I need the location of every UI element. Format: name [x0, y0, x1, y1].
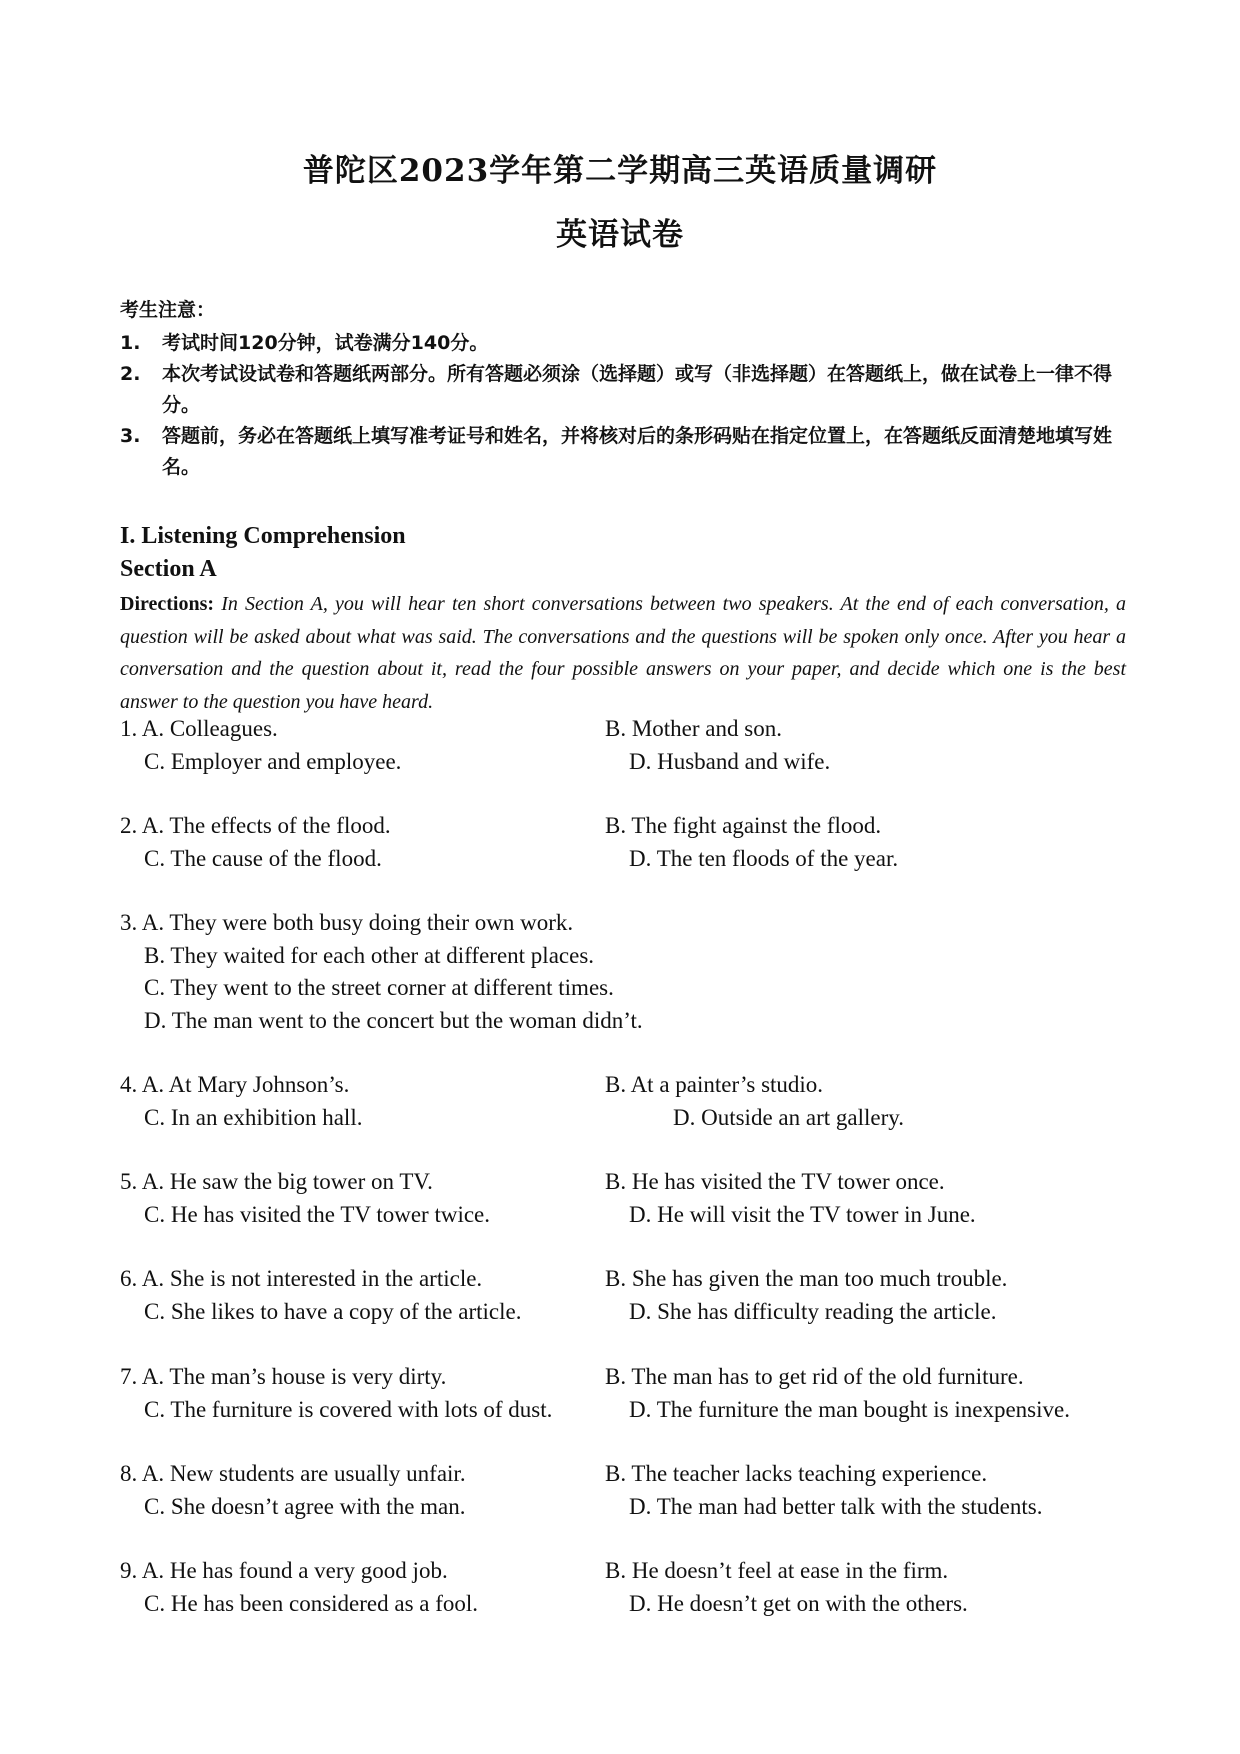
option-c: C. The cause of the flood.: [144, 845, 382, 871]
question-1: [120, 713, 1130, 778]
question-7: [120, 1361, 1130, 1426]
option-b: B. Mother and son.: [605, 716, 782, 741]
option-c: C. The furniture is covered with lots of dust.: [144, 1396, 553, 1422]
option-a: 9. A. He has found a very good job.: [120, 1558, 448, 1583]
notice-item: [120, 328, 1130, 359]
option-c: C. They went to the street corner at different times.: [144, 975, 614, 1000]
exam-subtitle: 英语试卷: [556, 217, 684, 253]
question-3: [120, 907, 1130, 1037]
candidate-notice: [120, 295, 1130, 483]
notice-item-number: 3.: [120, 425, 141, 447]
notice-item-number: 2.: [120, 363, 141, 385]
notice-item-text: 本次考试设试卷和答题纸两部分。所有答题必须涂（选择题）或写（非选择题）在答题纸上，做在试卷上一律不得分。: [162, 363, 1113, 416]
option-b: B. At a painter’s studio.: [605, 1072, 824, 1097]
option-c: C. She doesn’t agree with the man.: [144, 1493, 466, 1519]
option-c: C. She likes to have a copy of the article.: [144, 1298, 522, 1324]
question-5: [120, 1166, 1130, 1231]
directions-text: In Section A, you will hear ten short conversations between two speakers. At the end of each conversation, a question will be asked about what was said. The conversations and the questions will be spoken only once. After you hear a conversation and the question about it, read the four possible answers on your paper, and decide which one is the best answer to the question you have heard.: [120, 593, 1127, 713]
notice-item-text: 考试时间120分钟，试卷满分140分。: [162, 332, 489, 354]
option-d: D. The man had better talk with the students.: [629, 1493, 1043, 1519]
option-d: D. The ten floods of the year.: [629, 845, 899, 871]
option-d: D. Husband and wife.: [629, 748, 831, 774]
option-a: 3. A. They were both busy doing their own work.: [120, 910, 574, 935]
exam-title: 普陀区2023学年第二学期高三英语质量调研: [302, 153, 938, 189]
option-b: B. The man has to get rid of the old furniture.: [605, 1364, 1024, 1389]
option-c: C. He has been considered as a fool.: [144, 1590, 479, 1616]
option-b: B. He has visited the TV tower once.: [605, 1169, 945, 1194]
option-a: 1. A. Colleagues.: [120, 716, 278, 741]
option-a: 2. A. The effects of the flood.: [120, 813, 391, 838]
option-d: D. The furniture the man bought is inexpensive.: [629, 1396, 1070, 1422]
notice-item: [120, 359, 1130, 421]
option-c: C. Employer and employee.: [144, 748, 402, 774]
option-b: B. He doesn’t feel at ease in the firm.: [605, 1558, 949, 1583]
option-b: B. The teacher lacks teaching experience.: [605, 1461, 988, 1486]
notice-item-text: 答题前，务必在答题纸上填写准考证号和姓名，并将核对后的条形码贴在指定位置上，在答题纸反面清楚地填写姓名。: [162, 425, 1113, 478]
option-b: B. She has given the man too much trouble.: [605, 1266, 1008, 1291]
option-d: D. Outside an art gallery.: [673, 1104, 904, 1130]
notice-heading: 考生注意：: [120, 299, 216, 321]
directions-label: Directions:: [120, 593, 215, 615]
option-d: D. The man went to the concert but the woman didn’t.: [144, 1007, 643, 1033]
option-c: C. He has visited the TV tower twice.: [144, 1201, 490, 1227]
section-heading: Section A: [120, 556, 217, 582]
option-a: 4. A. At Mary Johnson’s.: [120, 1072, 350, 1097]
question-4: [120, 1069, 1130, 1134]
option-d: D. He will visit the TV tower in June.: [629, 1201, 976, 1227]
question-2: [120, 810, 1130, 875]
question-9: [120, 1555, 1130, 1620]
option-a: 8. A. New students are usually unfair.: [120, 1461, 466, 1486]
option-a: 6. A. She is not interested in the article.: [120, 1266, 483, 1291]
question-6: [120, 1263, 1130, 1328]
part-heading: I. Listening Comprehension: [120, 523, 406, 549]
question-8: [120, 1458, 1130, 1523]
directions: [120, 588, 1126, 718]
notice-item: [120, 421, 1130, 483]
notice-item-number: 1.: [120, 332, 141, 354]
option-d: D. She has difficulty reading the article.: [629, 1298, 997, 1324]
option-b: B. They waited for each other at different places.: [144, 942, 595, 968]
option-c: C. In an exhibition hall.: [144, 1104, 363, 1130]
option-a: 5. A. He saw the big tower on TV.: [120, 1169, 433, 1194]
option-a: 7. A. The man’s house is very dirty.: [120, 1364, 447, 1389]
option-b: B. The fight against the flood.: [605, 813, 882, 838]
option-d: D. He doesn’t get on with the others.: [629, 1590, 968, 1616]
